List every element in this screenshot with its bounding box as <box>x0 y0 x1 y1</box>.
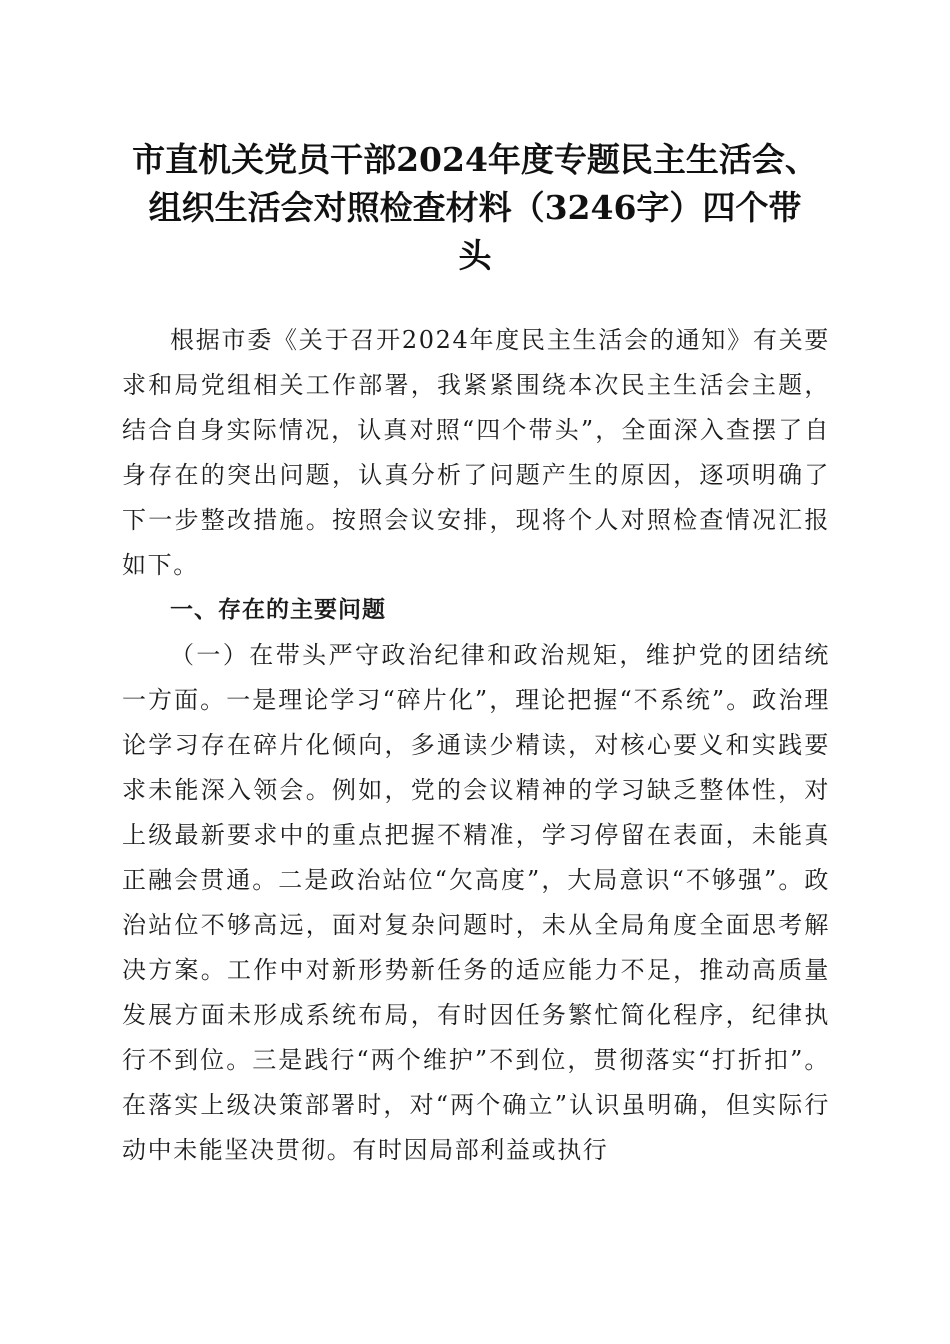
section-heading-main-problems: 一、存在的主要问题 <box>170 597 386 623</box>
document-title: 市直机关党员干部2024年度专题民主生活会、 组织生活会对照检查材料（3246字）四个带 头 <box>132 140 818 275</box>
intro-paragraph: 根据市委《关于召开2024年度民主生活会的通知》有关要求和局党组相关工作部署，我紧紧围绕本次民主生活会主题，结合自身实际情况，认真对照“四个带头”，全面深入查摆了自身存在的突出问题，认真分析了问题产生的原因，逐项明确了下一步整改措施。按照会议安排，现将个人对照检查情况汇报如下。 <box>122 326 830 579</box>
document-body <box>122 318 830 1173</box>
section1-paragraph: （一）在带头严守政治纪律和政治规矩，维护党的团结统一方面。一是理论学习“碎片化”，理论把握“不系统”。政治理论学习存在碎片化倾向，多通读少精读，对核心要义和实践要求未能深入领会。例如，党的会议精神的学习缺乏整体性，对上级最新要求中的重点把握不精准，学习停留在表面，未能真正融会贯通。二是政治站位“欠高度”，大局意识“不够强”。政治站位不够高远，面对复杂问题时，未从全局角度全面思考解决方案。工作中对新形势新任务的适应能力不足，推动高质量发展方面未形成系统布局，有时因任务繁忙简化程序，纪律执行不到位。三是践行“两个维护”不到位，贯彻落实“打折扣”。在落实上级决策部署时，对“两个确立”认识虽明确，但实际行动中未能坚决贯彻。有时因局部利益或执行 <box>122 641 830 1164</box>
